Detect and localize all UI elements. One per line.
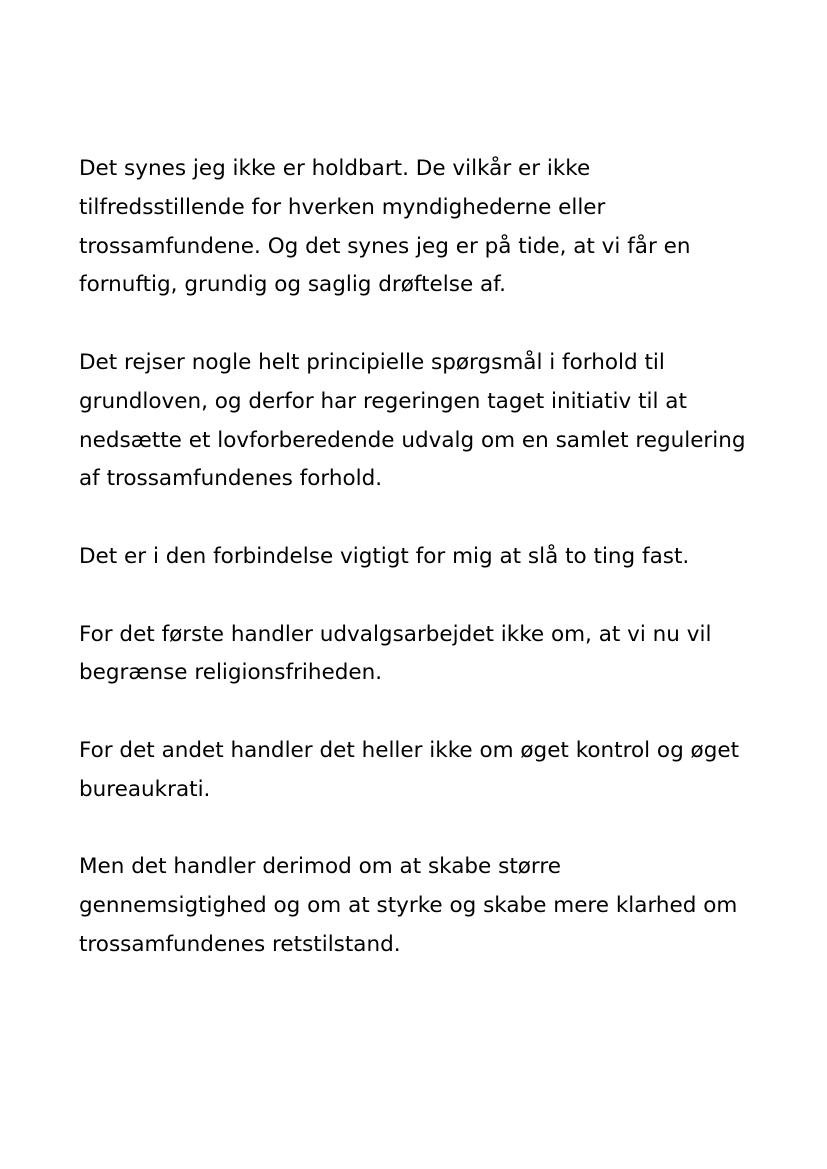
paragraph bbox=[79, 538, 759, 577]
text-line: trossamfundene. Og det synes jeg er på tide, at vi får en bbox=[79, 233, 691, 259]
text-line: Det synes jeg ikke er holdbart. De vilkår er ikke bbox=[79, 156, 591, 181]
paragraph bbox=[79, 150, 759, 305]
text-line: fornuftig, grundig og saglig drøftelse af. bbox=[79, 272, 507, 298]
text-line: Det er i den forbindelse vigtigt for mig at slå to ting fast. bbox=[79, 543, 690, 569]
text-line: trossamfundenes retstilstand. bbox=[79, 931, 401, 957]
text-line: gennemsigtighed og om at styrke og skabe mere klarhed om bbox=[79, 893, 738, 919]
document-body bbox=[79, 150, 759, 1004]
text-line: Det rejser nogle helt principielle spørgsmål i forhold til bbox=[79, 349, 665, 375]
text-line: af trossamfundenes forhold. bbox=[79, 466, 383, 492]
text-line: begrænse religionsfriheden. bbox=[79, 660, 383, 686]
paragraph bbox=[79, 848, 759, 964]
paragraph bbox=[79, 344, 759, 499]
text-line: nedsætte et lovforberedende udvalg om en samlet regulering bbox=[79, 427, 746, 453]
text-line: For det første handler udvalgsarbejdet ikke om, at vi nu vil bbox=[79, 621, 712, 647]
text-line: For det andet handler det heller ikke om øget kontrol og øget bbox=[79, 737, 740, 763]
text-line: Men det handler derimod om at skabe større bbox=[79, 854, 561, 880]
text-line: tilfredsstillende for hverken myndighederne eller bbox=[79, 194, 606, 220]
paragraph bbox=[79, 616, 759, 694]
paragraph bbox=[79, 732, 759, 810]
text-line: bureaukrati. bbox=[79, 776, 211, 802]
text-line: grundloven, og derfor har regeringen taget initiativ til at bbox=[79, 388, 687, 414]
